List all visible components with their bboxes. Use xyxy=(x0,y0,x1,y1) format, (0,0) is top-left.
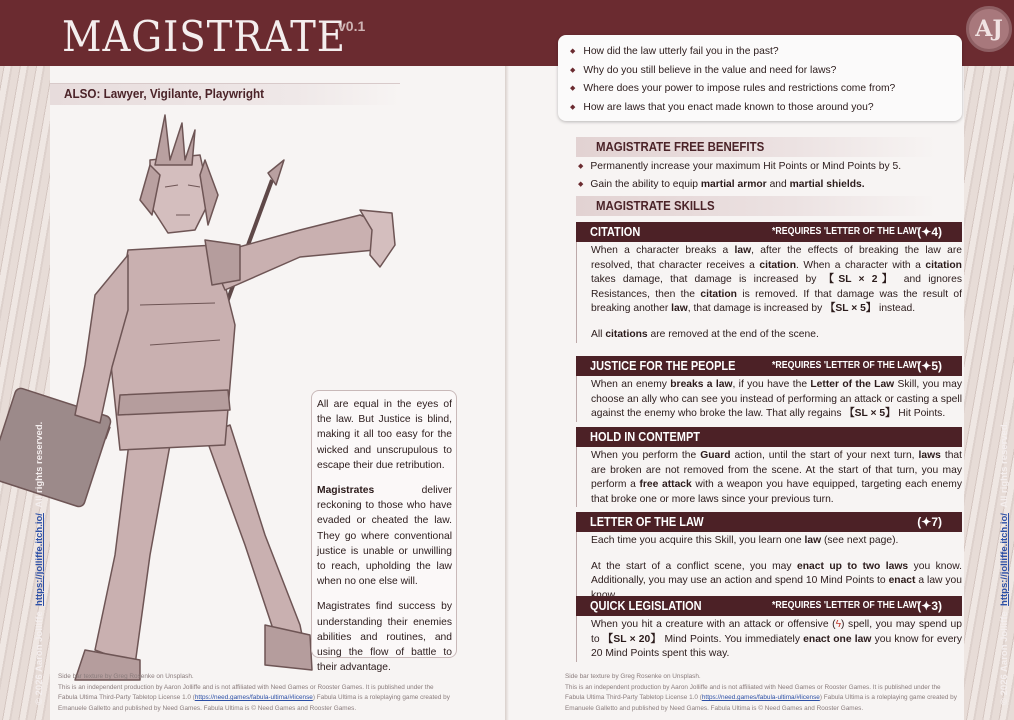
question-item: ◆ How are laws that you enact made known to those around you? xyxy=(570,99,952,118)
page-gutter xyxy=(505,0,509,720)
version-label: v0.1 xyxy=(338,18,366,34)
skill-name: HOLD IN CONTEMPT xyxy=(590,430,700,444)
skill-level: (✦5) xyxy=(917,359,942,373)
benefit-item xyxy=(578,176,958,194)
intro-sidebox xyxy=(311,390,457,674)
benefit-item: ◆ Permanently increase your maximum Hit Points or Mind Points by 5. xyxy=(578,158,958,176)
skill-name: CITATION xyxy=(590,225,641,239)
benefit-bold: martial armor xyxy=(700,179,767,190)
intro-paragraph-3: Magistrates find success by understanding their enemies abilities and routines, and using the flow of battle to their advantage. xyxy=(317,601,452,674)
copyright-name: © 2026 Aaron Jolliffe xyxy=(999,611,1010,705)
skill-name: JUSTICE FOR THE PEOPLE xyxy=(590,359,736,373)
skills-title: MAGISTRATE SKILLS xyxy=(596,198,715,213)
footer-license xyxy=(565,683,960,715)
also-bar xyxy=(50,83,400,105)
also-label: ALSO: Lawyer, Vigilante, Playwright xyxy=(64,86,265,101)
skill-quick-legislation xyxy=(576,596,962,662)
copyright-vertical-left xyxy=(34,422,45,705)
copyright-rights: All rights reserved. xyxy=(999,421,1010,508)
skill-header xyxy=(576,427,962,447)
benefit-text: Gain the ability to equip xyxy=(590,179,701,190)
intro-paragraph-1: All are equal in the eyes of the law. But Justice is blind, making it all too easy for the wicked and unscrupulous to escape their due retribution. xyxy=(317,399,452,471)
intro-paragraph-2-text: deliver reckoning to those who have evaded or cheated the law. They go where conventional justice is unable or unwilling to reach, upholding the law when no one else will. xyxy=(317,485,452,588)
skills-heading xyxy=(576,196,936,216)
skill-hold-in-contempt xyxy=(576,427,962,507)
skill-level: (✦4) xyxy=(917,225,942,239)
skill-description: When an enemy breaks a law, if you have the Letter of the Law Skill, you may choose an ally who can see you instead of performing an attack or casting a spell against the enemy who broke the law. That ally regains 【SL × 5】 Hit Points. xyxy=(576,376,962,422)
copyright-name: © 2026 Aaron Jolliffe xyxy=(34,611,45,705)
page-title: MAGISTRATE xyxy=(62,12,346,61)
skill-requirement: *REQUIRES 'LETTER OF THE LAW' xyxy=(772,360,919,371)
skill-requirement: *REQUIRES 'LETTER OF THE LAW' xyxy=(772,226,919,237)
footer-license-text: ) Fabula Ultima is a roleplaying game created by Emanuele Galletto and published by Need Games. Fabula Ultima is © Need Games and Rooster Games. xyxy=(565,694,957,712)
skill-description: When you hit a creature with an attack or offensive (ϟ) spell, you may spend up to 【SL × 20】 Mind Points. You immediately enact one law you know for every 20 Mind Points spent this way. xyxy=(576,616,962,662)
skill-header xyxy=(576,356,962,376)
skill-header xyxy=(576,512,962,532)
author-url-link[interactable]: https://jolliffe.itch.io/ xyxy=(999,513,1010,606)
license-link[interactable]: https://need.games/fabula-ultima/#license xyxy=(194,694,313,702)
skill-name: QUICK LEGISLATION xyxy=(590,599,702,613)
footer-license xyxy=(58,683,453,715)
intro-paragraph-2 xyxy=(317,483,452,589)
skill-description: Each time you acquire this Skill, you learn one law (see next page). At the start of a conflict scene, you may enact up to two laws you know. Additionally, you may use an action and spend 10 Mind Points to enact a law you xyxy=(576,532,962,603)
skill-description: When you perform the Guard action, until the start of your next turn, laws that are broken are not removed from the scene. At the start of that turn, you may perform a free attack with a weapon you have equipped, targeting each enemy that broke one or more laws since your previous turn. xyxy=(576,447,962,507)
copyright-vertical-right xyxy=(999,422,1010,705)
footer-license-text: ) Fabula Ultima is a roleplaying game created by Emanuele Galletto and published by Need Games. Fabula Ultima is © Need Games and Rooster Games. xyxy=(58,694,450,712)
skill-header xyxy=(576,596,962,616)
skill-header xyxy=(576,222,962,242)
skill-name: LETTER OF THE LAW xyxy=(590,515,704,529)
footer-left xyxy=(58,672,453,714)
footer-license-text: This is an independent production by Aaron Jolliffe and is not affiliated with Need Games or Rooster Games. It is published under the Fabula Ultima Third-Party Tabletop License 1.0 ( xyxy=(58,683,434,702)
question-item: ◆ Why do you still believe in the value and need for laws? xyxy=(570,62,952,81)
footer-right xyxy=(565,672,960,714)
free-benefits-list xyxy=(578,158,958,194)
copyright-rights: All rights reserved. xyxy=(34,421,45,508)
skill-citation xyxy=(576,222,962,343)
footer-credit: Side bar texture by Greg Rosenke on Unsplash. xyxy=(565,673,701,680)
intro-bold-magistrates: Magistrates xyxy=(317,485,375,497)
benefit-text: and xyxy=(766,179,790,190)
skill-level: (✦7) xyxy=(917,515,942,529)
free-benefits-title: MAGISTRATE FREE BENEFITS xyxy=(596,139,765,154)
author-url-link[interactable]: https://jolliffe.itch.io/ xyxy=(34,513,45,606)
skill-letter-of-the-law xyxy=(576,512,962,603)
author-logo: AJ xyxy=(966,6,1012,52)
question-item: ◆ How did the law utterly fail you in the past? xyxy=(570,43,952,62)
skill-justice-for-the-people xyxy=(576,356,962,422)
skill-requirement: *REQUIRES 'LETTER OF THE LAW' xyxy=(772,600,919,611)
question-item: ◆ Where does your power to impose rules and restrictions come from? xyxy=(570,80,952,99)
footer-credit: Side bar texture by Greg Rosenke on Unsplash. xyxy=(58,673,194,680)
footer-license-text: This is an independent production by Aaron Jolliffe and is not affiliated with Need Games or Rooster Games. It is published under the Fabula Ultima Third-Party Tabletop License 1.0 ( xyxy=(565,683,941,702)
free-benefits-heading xyxy=(576,137,936,157)
license-link[interactable]: https://need.games/fabula-ultima/#license xyxy=(701,694,820,702)
skill-level: (✦3) xyxy=(917,599,942,613)
questions-box xyxy=(558,35,962,121)
skill-description: When a character breaks a law, after the effects of breaking the law are resolved, that character receives a citation. When a character with a citation takes damage, that damage is increased by 【SL × 2】 and ignores Resistances, then the citation is removed. If that damage was the result of breaking another law, that damage is increased by 【SL × 5】 instead. All citations are removed at the end of the scene. xyxy=(576,242,962,343)
benefit-bold: martial shields. xyxy=(789,179,865,190)
